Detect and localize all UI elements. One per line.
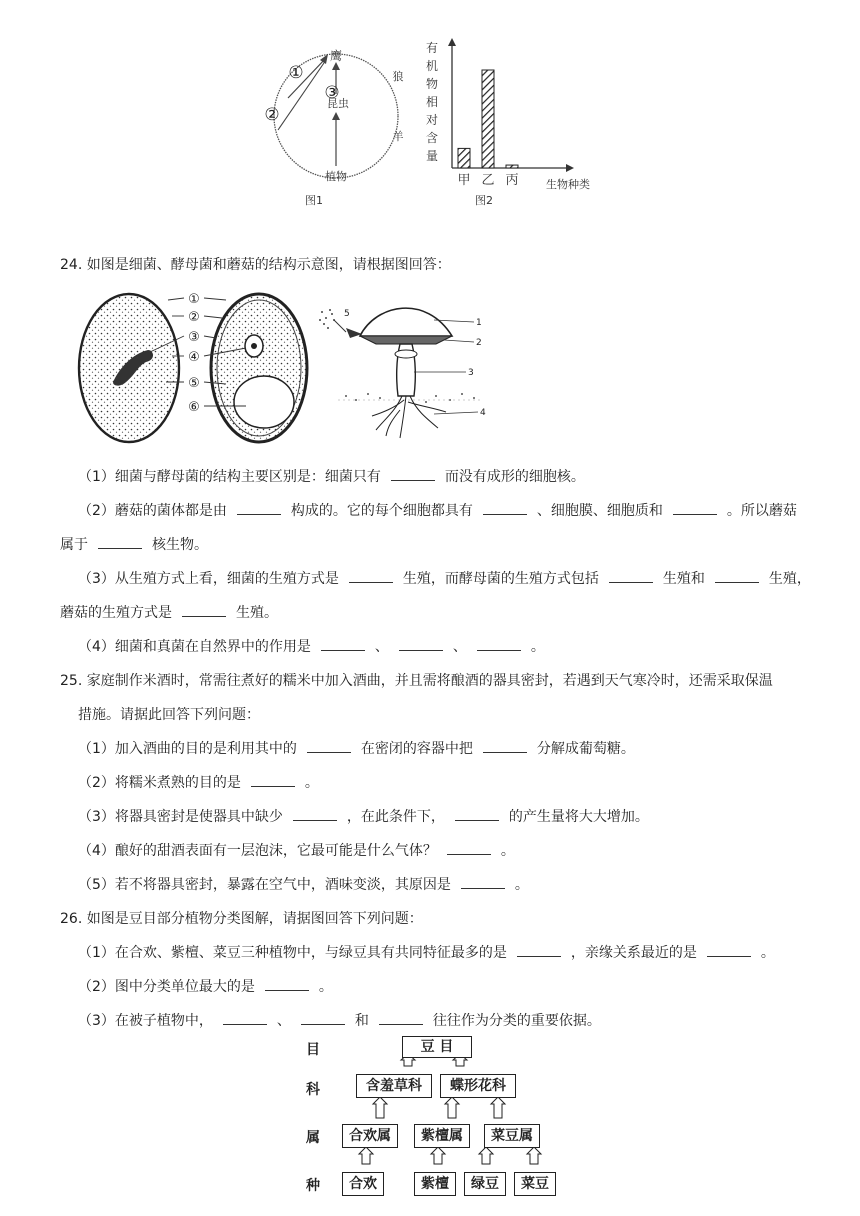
fig1-node-plant: 植物 (325, 170, 347, 183)
fig2-category-label: 丙 (505, 173, 519, 188)
genus-box-phaseolus: 菜豆属 (484, 1124, 540, 1148)
q24-part-1: （1）细菌与酵母菌的结构主要区别是：细菌只有 而没有成形的细胞核。 (78, 469, 585, 485)
q24-part-2: （2）蘑菇的菌体都是由 构成的。它的每个细胞都具有 、细胞膜、细胞质和 。所以蘑菇 (78, 503, 797, 519)
fig2-category-label: 乙 (481, 173, 495, 188)
fig1-caption: 图1 (305, 194, 323, 207)
species-box-pterocarpus: 紫檀 (414, 1172, 456, 1196)
answer-blank[interactable] (251, 774, 295, 787)
cell-label-1: ① (188, 292, 200, 307)
q25-part-2: （2）将糯米煮熟的目的是 。 (78, 775, 319, 791)
family-box-papilionaceae: 蝶形花科 (440, 1074, 516, 1098)
mushroom-gills (360, 336, 452, 344)
fig2-ylabel-char: 机 (425, 59, 439, 73)
fig2-bar-2 (506, 165, 518, 168)
q26-taxonomy-tree (300, 1034, 570, 1202)
q24-part-4: （4）细菌和真菌在自然界中的作用是 、 、 。 (78, 639, 545, 655)
fig2-ylabel-char: 对 (425, 113, 439, 127)
answer-blank[interactable] (707, 944, 751, 957)
yeast-vacuole (234, 376, 294, 428)
q24-number: 24. (60, 257, 83, 273)
genus-box-albizia: 合欢属 (342, 1124, 398, 1148)
species-box-mung-bean: 绿豆 (464, 1172, 506, 1196)
answer-blank[interactable] (455, 808, 499, 821)
answer-blank[interactable] (98, 536, 142, 549)
fig2-bar-1 (482, 70, 494, 168)
q25-part-5: （5）若不将器具密封，暴露在空气中，酒味变淡，其原因是 。 (78, 877, 529, 893)
species-box-albizia: 合欢 (342, 1172, 384, 1196)
q25-part-3: （3）将器具密封是使器具中缺少 ，在此条件下， 的产生量将大大增加。 (78, 809, 649, 825)
species-box-kidney-bean: 菜豆 (514, 1172, 556, 1196)
fig1-marker-3: ③ (324, 83, 340, 103)
cell-label-4: ④ (188, 350, 200, 365)
answer-blank[interactable] (477, 638, 521, 651)
fig1-marker-1: ① (288, 63, 304, 83)
fig2-ylabel-char: 相 (425, 95, 439, 109)
fig2-ylabel-char: 有 (425, 41, 439, 55)
answer-blank[interactable] (293, 808, 337, 821)
q24-mushroom-diagram (316, 290, 490, 446)
q25-stem: 25. 家庭制作米酒时，常需往煮好的糯米中加入酒曲，并且需将酿酒的器具密封，若遇到天气寒冷时，还需采取保温 (60, 673, 773, 689)
answer-blank[interactable] (609, 570, 653, 583)
answer-blank[interactable] (399, 638, 443, 651)
mushroom-label-1: 1 (476, 318, 482, 328)
fig2-ylabel-char: 量 (425, 149, 439, 163)
answer-blank[interactable] (349, 570, 393, 583)
q26-part-1: （1）在合欢、紫檀、菜豆三种植物中，与绿豆具有共同特征最多的是 ，亲缘关系最近的是 。 (78, 945, 775, 961)
answer-blank[interactable] (483, 740, 527, 753)
mushroom-cap (360, 308, 452, 336)
cell-label-3: ③ (188, 330, 200, 345)
rank-species: 种 (306, 1178, 320, 1194)
q26-part-3: （3）在被子植物中， 、 和 往往作为分类的重要依据。 (78, 1013, 601, 1029)
fig2-category-label: 甲 (457, 173, 471, 188)
answer-blank[interactable] (391, 468, 435, 481)
genus-box-pterocarpus: 紫檀属 (414, 1124, 470, 1148)
family-box-mimosaceae: 含羞草科 (356, 1074, 432, 1098)
answer-blank[interactable] (182, 604, 226, 617)
answer-blank[interactable] (517, 944, 561, 957)
fig2-ylabel-char: 物 (425, 77, 439, 91)
answer-blank[interactable] (483, 502, 527, 515)
answer-blank[interactable] (223, 1012, 267, 1025)
answer-blank[interactable] (301, 1012, 345, 1025)
rank-family: 科 (306, 1082, 320, 1098)
q26-part-2: （2）图中分类单位最大的是 。 (78, 979, 333, 995)
answer-blank[interactable] (447, 842, 491, 855)
q25-stem-cont: 措施。请据此回答下列问题： (78, 707, 260, 723)
fig1-node-insect: 昆虫 (327, 97, 349, 110)
answer-blank[interactable] (715, 570, 759, 583)
answer-blank[interactable] (307, 740, 351, 753)
cell-label-6: ⑥ (188, 400, 200, 415)
answer-blank[interactable] (461, 876, 505, 889)
cell-label-2: ② (188, 310, 200, 325)
fig1-node-sheep: 羊 (392, 130, 404, 143)
figure-2-bar-chart (420, 38, 610, 210)
q24-stem: 24. 如图是细菌、酵母菌和蘑菇的结构示意图，请根据图回答： (60, 257, 451, 273)
mushroom-label-4: 4 (480, 408, 486, 418)
fig2-ylabel-char: 含 (425, 131, 439, 145)
cell-label-5: ⑤ (188, 376, 200, 391)
q24-bacteria-yeast-diagram (76, 290, 310, 450)
q24-part-2-cont: 属于 核生物。 (60, 537, 208, 553)
answer-blank[interactable] (673, 502, 717, 515)
order-box: 豆 目 (402, 1036, 472, 1058)
fig2-xlabel: 生物种类 (546, 178, 590, 191)
q26-stem: 26. 如图是豆目部分植物分类图解，请据图回答下列问题： (60, 911, 423, 927)
answer-blank[interactable] (237, 502, 281, 515)
q25-part-4: （4）酿好的甜酒表面有一层泡沫，它最可能是什么气体？ 。 (78, 843, 515, 859)
q24-part-3-cont: 蘑菇的生殖方式是 生殖。 (60, 605, 278, 621)
fig1-node-eagle: 鹰 (329, 49, 343, 63)
fig2-ylabel (426, 41, 438, 163)
answer-blank[interactable] (265, 978, 309, 991)
q25-part-1: （1）加入酒曲的目的是利用其中的 在密闭的容器中把 分解成葡萄糖。 (78, 741, 635, 757)
q24-part-3: （3）从生殖方式上看，细菌的生殖方式是 生殖，而酵母菌的生殖方式包括 生殖和 生殖， (78, 571, 811, 587)
answer-blank[interactable] (321, 638, 365, 651)
mushroom-label-3: 3 (468, 368, 474, 378)
q25-number: 25. (60, 673, 83, 689)
fig2-caption: 图2 (475, 194, 493, 207)
mushroom-label-5: 5 (344, 309, 350, 319)
fig1-node-wolf: 狼 (392, 70, 404, 83)
rank-genus: 属 (306, 1130, 320, 1146)
mushroom-label-2: 2 (476, 338, 482, 348)
rank-order: 目 (306, 1042, 320, 1058)
q26-number: 26. (60, 911, 83, 927)
fig1-marker-2: ② (264, 105, 280, 125)
answer-blank[interactable] (379, 1012, 423, 1025)
figure-1-food-web (258, 38, 420, 210)
fig2-bar-0 (458, 148, 470, 168)
